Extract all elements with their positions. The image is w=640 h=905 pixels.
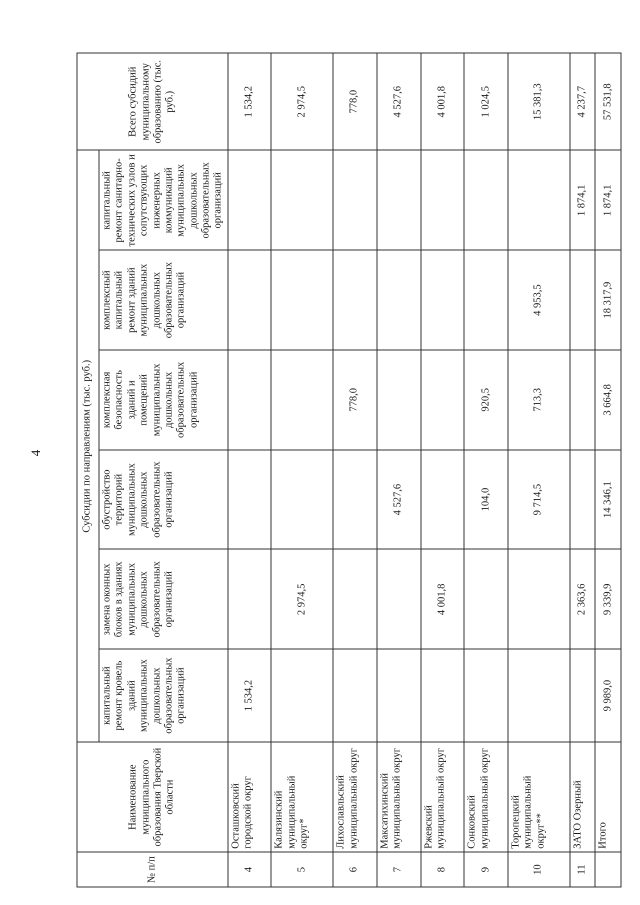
header-complex-repair: комплексный капитальный ремонт зданий муниципальных дошкольных образовательных организаций [99,250,228,350]
row-number [595,852,621,887]
row-value [271,150,333,250]
row-value [228,150,272,250]
row-number: 5 [271,852,333,887]
row-value [464,250,508,350]
page-number: 4 [28,449,43,457]
row-name: Осташковский городской округ [228,742,272,852]
table-body [228,53,621,887]
row-total: 1 534,2 [228,53,272,150]
row-number: 8 [421,852,465,887]
row-value [570,350,596,450]
rotated-table-wrapper [77,53,622,888]
row-name: Сонковский муниципальный округ [464,742,508,852]
row-total: 4 001,8 [421,53,465,150]
row-value [333,250,377,350]
row-value [271,250,333,350]
row-value [508,649,570,742]
row-name: Максатихинский муниципальный округ [377,742,421,852]
row-value [570,649,596,742]
row-value [333,549,377,649]
row-name: Ржевский муниципальный округ [421,742,465,852]
row-total: 57 531,8 [595,53,621,150]
row-value [508,549,570,649]
row-value [421,150,465,250]
row-value: 9 714,5 [508,450,570,550]
row-name: ЗАТО Озерный [570,742,596,852]
row-value [508,150,570,250]
row-value [333,150,377,250]
header-total: Всего субсидий муниципальному образованию (тыс. руб.) [77,53,228,150]
header-group: Субсидии по направлениям (тыс. руб.) [77,150,99,742]
row-value [570,450,596,550]
row-value [421,450,465,550]
row-value: 14 346,1 [595,450,621,550]
row-number: 6 [333,852,377,887]
row-value [377,150,421,250]
row-number: 7 [377,852,421,887]
row-total: 15 381,3 [508,53,570,150]
row-value [377,350,421,450]
row-value [333,649,377,742]
row-value: 104,0 [464,450,508,550]
table-row [271,53,333,887]
row-number: 9 [464,852,508,887]
row-value [464,549,508,649]
row-value [333,450,377,550]
row-total: 4 237,7 [570,53,596,150]
row-value: 1 534,2 [228,649,272,742]
row-value [464,649,508,742]
row-value [228,250,272,350]
row-total: 4 527,6 [377,53,421,150]
table-row [421,53,465,887]
row-value [271,649,333,742]
table-row [464,53,508,887]
row-value: 4 001,8 [421,549,465,649]
row-value: 713,3 [508,350,570,450]
row-value [228,549,272,649]
row-value [271,450,333,550]
header-territory: обустройство территорий муниципальных дошкольных образовательных организаций [99,450,228,550]
row-value [377,549,421,649]
row-name: Торопецкий муниципальный округ** [508,742,570,852]
row-number: 11 [570,852,596,887]
header-name: Наименование муниципального образования Тверской области [77,742,228,852]
row-value: 1 874,1 [595,150,621,250]
row-value: 920,5 [464,350,508,450]
row-value [421,350,465,450]
row-value: 9 339,9 [595,549,621,649]
row-value [570,250,596,350]
row-name: Лихославльский муниципальный округ [333,742,377,852]
subsidy-table [77,53,622,888]
row-total: 2 974,5 [271,53,333,150]
table-row [508,53,570,887]
row-value [228,450,272,550]
row-value [228,350,272,450]
row-value: 18 317,9 [595,250,621,350]
table-row [333,53,377,887]
table-row [570,53,596,887]
row-value: 4 953,5 [508,250,570,350]
header-safety: комплексная безопасность зданий и помещений муниципальных дошкольных образовательных организаций [99,350,228,450]
row-value: 1 874,1 [570,150,596,250]
row-value: 2 974,5 [271,549,333,649]
header-windows: замена оконных блоков в зданиях муниципальных дошкольных образовательных организаций [99,549,228,649]
row-value [464,150,508,250]
header-number: № п/п [77,852,228,887]
row-value: 2 363,6 [570,549,596,649]
row-value: 778,0 [333,350,377,450]
row-name: Итого [595,742,621,852]
table-row [377,53,421,887]
row-value [421,250,465,350]
row-value [271,350,333,450]
row-value [377,250,421,350]
table-row [595,53,621,887]
row-total: 778,0 [333,53,377,150]
row-value [377,649,421,742]
row-total: 1 024,5 [464,53,508,150]
table-row [228,53,272,887]
row-value: 4 527,6 [377,450,421,550]
row-value: 3 664,8 [595,350,621,450]
row-number: 4 [228,852,272,887]
row-value [421,649,465,742]
row-name: Калязинский муниципальный округ* [271,742,333,852]
header-sanitary: капитальный ремонт санитарно-технических узлов и сопутствующих инженерных коммуникаций муниципальных дошкольных образовательных организаций [99,150,228,250]
header-roof: капитальный ремонт кровель зданий муниципальных дошкольных образовательных организаций [99,649,228,742]
row-value: 9 989,0 [595,649,621,742]
row-number: 10 [508,852,570,887]
